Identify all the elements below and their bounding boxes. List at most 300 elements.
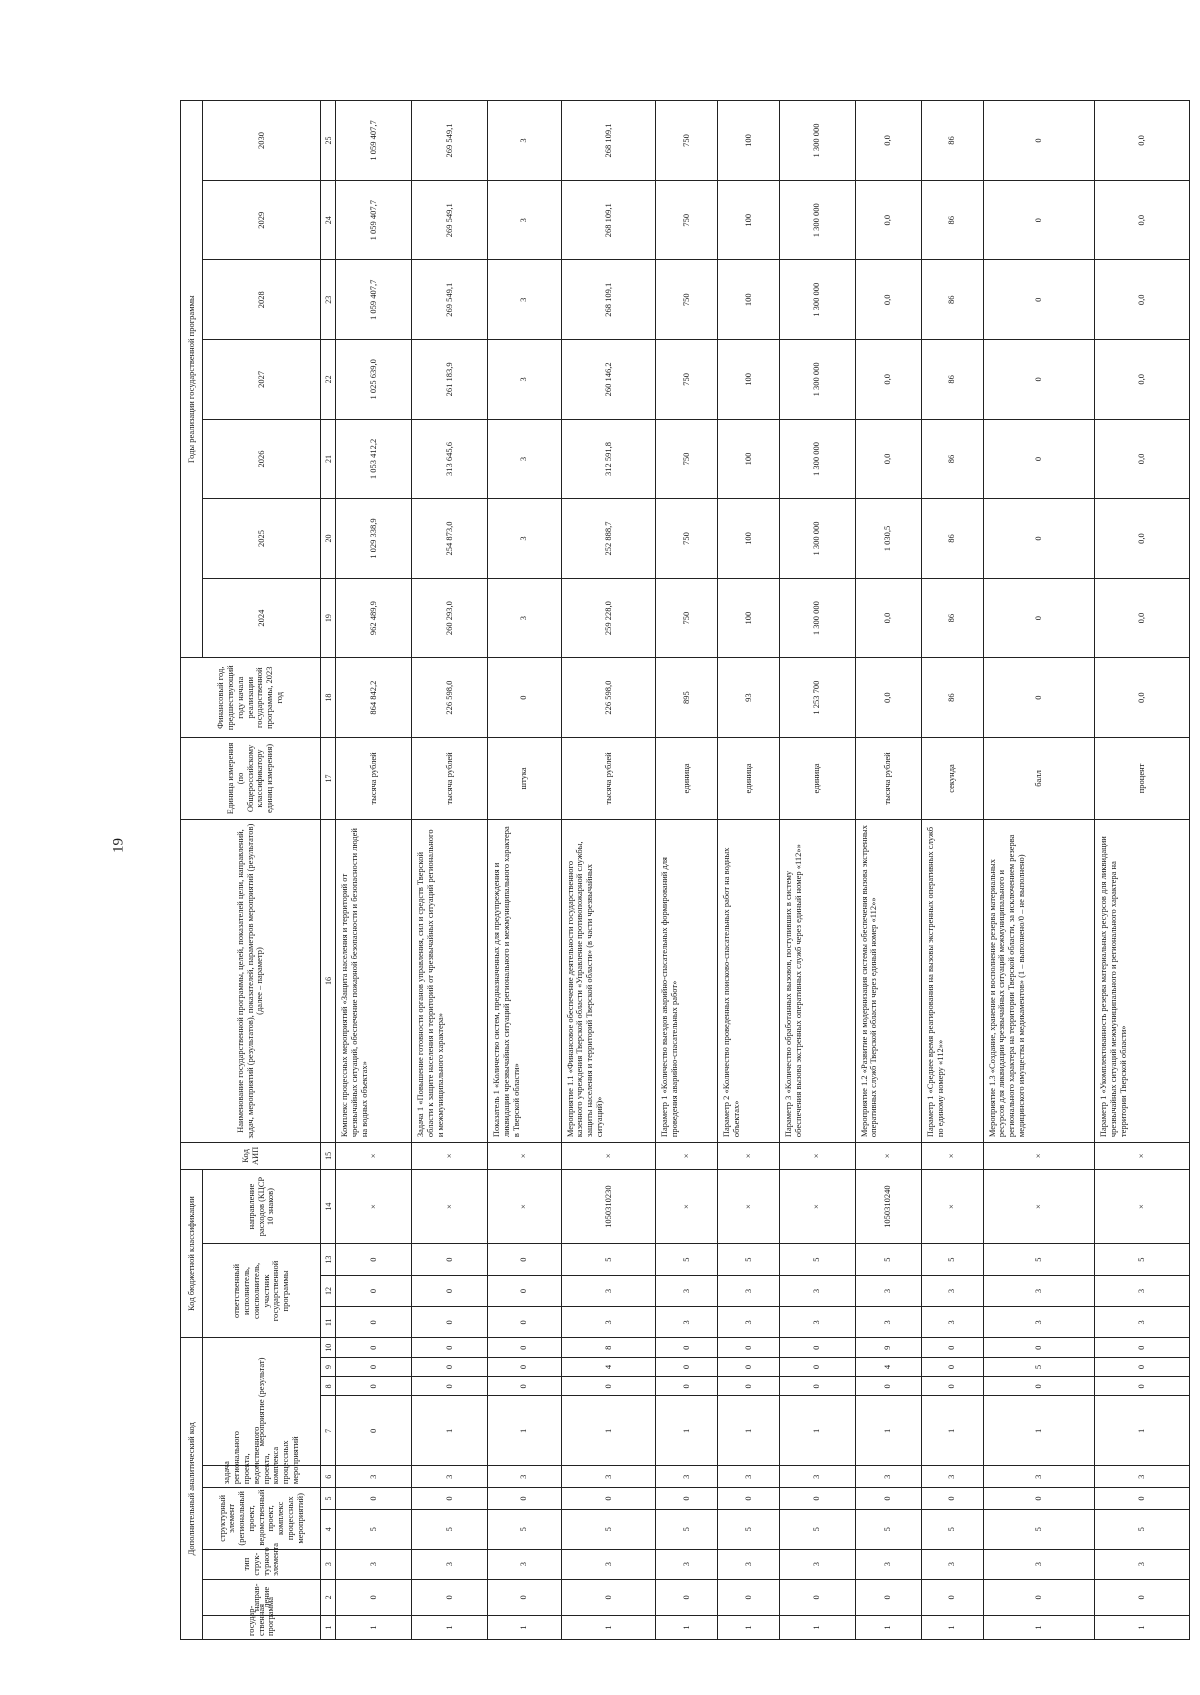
year-value-cell: 86 <box>921 578 983 658</box>
column-index-cell: 9 <box>321 1357 336 1376</box>
code-cell: 0 <box>336 1307 412 1338</box>
header-year-2028: 2028 <box>203 260 321 340</box>
code-cell: 5 <box>718 1244 780 1275</box>
code-cell: 3 <box>855 1549 921 1579</box>
code-cell: 3 <box>1095 1549 1190 1579</box>
unit-cell: единица <box>718 737 780 819</box>
code-cell: 0 <box>488 1275 562 1306</box>
year-value-cell: 0 <box>983 419 1094 499</box>
code-cell: 3 <box>855 1307 921 1338</box>
column-index-cell: 23 <box>321 260 336 340</box>
column-index-cell: 11 <box>321 1307 336 1338</box>
code-cell: 1 <box>983 1615 1094 1639</box>
code-cell: 3 <box>855 1275 921 1306</box>
column-index-cell: 12 <box>321 1275 336 1306</box>
year-value-cell: 268 109,1 <box>561 260 656 340</box>
table-row <box>488 101 562 1640</box>
code-cell: 0 <box>488 1244 562 1275</box>
program-table <box>180 100 1190 1640</box>
code-cell: 1 <box>718 1396 780 1466</box>
year-value-cell: 962 489,9 <box>336 578 412 658</box>
code-cell: 0 <box>921 1377 983 1396</box>
code-cell: 0 <box>336 1488 412 1510</box>
year-value-cell: 0 <box>983 260 1094 340</box>
code-cell: 0 <box>412 1244 488 1275</box>
code-cell: 0 <box>412 1357 488 1376</box>
code-cell: 0 <box>656 1579 718 1615</box>
code-cell: 0 <box>561 1579 656 1615</box>
header-name: Наименование государственной программы, целей, показателей цели, направлений, задач, мероприятий (результатов), показателей, параметров мероприятий (результатов) (далее – параметр) <box>181 819 321 1142</box>
year-value-cell: 86 <box>921 260 983 340</box>
name-cell: Параметр 1 «Количество выездов аварийно-спасательных формирований для проведения аварийно-спасательных работ» <box>656 819 718 1142</box>
year-value-cell: 312 591,8 <box>561 419 656 499</box>
code-cell: 0 <box>779 1377 855 1396</box>
code-cell: 9 <box>855 1338 921 1357</box>
year-value-cell: 750 <box>656 340 718 420</box>
code-cell: 0 <box>983 1377 1094 1396</box>
table-body <box>321 101 1190 1640</box>
unit-cell: единица <box>656 737 718 819</box>
code-cell: 5 <box>983 1357 1094 1376</box>
code-cell: 0 <box>488 1338 562 1357</box>
year-value-cell: 0,0 <box>1095 340 1190 420</box>
code-cell: 3 <box>779 1466 855 1488</box>
year-value-cell: 750 <box>656 578 718 658</box>
year-value-cell: 750 <box>656 419 718 499</box>
year-value-cell: 750 <box>656 180 718 260</box>
code-cell: 3 <box>718 1549 780 1579</box>
column-index-row <box>321 101 336 1640</box>
year-value-cell: 86 <box>921 419 983 499</box>
year-value-cell: 0,0 <box>1095 101 1190 181</box>
base-year-cell: 864 842,2 <box>336 658 412 738</box>
code-cell: 0 <box>779 1579 855 1615</box>
code-cell: 4 <box>561 1357 656 1376</box>
code-cell: 0 <box>488 1488 562 1510</box>
header-aip: Код АИП <box>181 1143 321 1170</box>
code-cell: 0 <box>656 1338 718 1357</box>
aip-cell: × <box>921 1143 983 1170</box>
code-cell: 1 <box>412 1396 488 1466</box>
code-cell: 3 <box>983 1466 1094 1488</box>
kcsr-cell: × <box>1095 1169 1190 1244</box>
code-cell: 5 <box>488 1509 562 1549</box>
code-cell: 3 <box>718 1466 780 1488</box>
base-year-cell: 226 598,0 <box>412 658 488 738</box>
year-value-cell: 86 <box>921 180 983 260</box>
column-index-cell: 13 <box>321 1244 336 1275</box>
kcsr-cell: × <box>718 1169 780 1244</box>
code-cell: 0 <box>656 1377 718 1396</box>
year-value-cell: 1 300 000 <box>779 260 855 340</box>
year-value-cell: 3 <box>488 101 562 181</box>
year-value-cell: 100 <box>718 260 780 340</box>
year-value-cell: 259 228,0 <box>561 578 656 658</box>
code-cell: 3 <box>656 1549 718 1579</box>
code-cell: 0 <box>488 1377 562 1396</box>
header-year-2024: 2024 <box>203 578 321 658</box>
column-index-cell: 4 <box>321 1509 336 1549</box>
unit-cell: тысяча рублей <box>336 737 412 819</box>
year-value-cell: 0 <box>983 180 1094 260</box>
year-value-cell: 0,0 <box>855 419 921 499</box>
year-value-cell: 1 059 407,7 <box>336 180 412 260</box>
code-cell: 0 <box>855 1377 921 1396</box>
year-value-cell: 0 <box>983 340 1094 420</box>
year-value-cell: 3 <box>488 340 562 420</box>
code-cell: 5 <box>1095 1244 1190 1275</box>
table-row <box>412 101 488 1640</box>
code-cell: 0 <box>336 1396 412 1466</box>
code-cell: 3 <box>983 1307 1094 1338</box>
code-cell: 0 <box>336 1579 412 1615</box>
code-cell: 3 <box>921 1307 983 1338</box>
code-cell: 3 <box>855 1466 921 1488</box>
column-index-cell: 22 <box>321 340 336 420</box>
code-cell: 3 <box>718 1307 780 1338</box>
code-cell: 1 <box>1095 1396 1190 1466</box>
year-value-cell: 268 109,1 <box>561 101 656 181</box>
code-cell: 0 <box>1095 1488 1190 1510</box>
code-cell: 0 <box>1095 1338 1190 1357</box>
page-number: 19 <box>110 838 127 853</box>
table-row <box>1095 101 1190 1640</box>
year-value-cell: 3 <box>488 578 562 658</box>
kcsr-cell: × <box>412 1169 488 1244</box>
code-cell: 5 <box>779 1244 855 1275</box>
code-cell: 5 <box>336 1509 412 1549</box>
year-value-cell: 100 <box>718 419 780 499</box>
unit-cell: единица <box>779 737 855 819</box>
code-cell: 3 <box>1095 1307 1190 1338</box>
code-cell: 5 <box>561 1244 656 1275</box>
year-value-cell: 86 <box>921 499 983 579</box>
code-cell: 3 <box>488 1549 562 1579</box>
code-cell: 3 <box>921 1275 983 1306</box>
code-cell: 3 <box>779 1307 855 1338</box>
year-value-cell: 0,0 <box>1095 260 1190 340</box>
header-task: задача регионального проекта, ведомственного проекта, комплекса процессных мероприятий <box>203 1466 321 1488</box>
base-year-cell: 86 <box>921 658 983 738</box>
code-cell: 0 <box>779 1338 855 1357</box>
kcsr-cell: × <box>921 1169 983 1244</box>
code-cell: 3 <box>718 1275 780 1306</box>
name-cell: Параметр 1 «Укомплектованность резерва материальных ресурсов для ликвидации чрезвычайных ситуаций межмуниципального и регионального характера на территории Тверской области» <box>1095 819 1190 1142</box>
year-value-cell: 1 029 338,9 <box>336 499 412 579</box>
name-cell: Показатель 1 «Количество систем, предназначенных для предупреждения и ликвидации чрезвычайных ситуаций регионального и межмуниципального характера в Тверской области» <box>488 819 562 1142</box>
base-year-cell: 0 <box>983 658 1094 738</box>
kcsr-cell: × <box>656 1169 718 1244</box>
year-value-cell: 269 549,1 <box>412 180 488 260</box>
column-index-cell: 1 <box>321 1615 336 1639</box>
code-cell: 0 <box>336 1377 412 1396</box>
code-cell: 1 <box>656 1615 718 1639</box>
year-value-cell: 100 <box>718 578 780 658</box>
year-value-cell: 1 059 407,7 <box>336 260 412 340</box>
code-cell: 0 <box>718 1579 780 1615</box>
year-value-cell: 0 <box>983 578 1094 658</box>
code-cell: 0 <box>336 1338 412 1357</box>
code-cell: 0 <box>561 1377 656 1396</box>
code-cell: 5 <box>412 1509 488 1549</box>
code-cell: 0 <box>983 1488 1094 1510</box>
code-cell: 4 <box>855 1357 921 1376</box>
table-row <box>561 101 656 1640</box>
code-cell: 3 <box>561 1307 656 1338</box>
header-analytic-code: Дополнительный аналитический код <box>181 1338 203 1640</box>
header-program: государ-ственная программа <box>203 1615 321 1639</box>
year-value-cell: 86 <box>921 340 983 420</box>
header-year-2029: 2029 <box>203 180 321 260</box>
code-cell: 0 <box>561 1488 656 1510</box>
code-cell: 0 <box>488 1307 562 1338</box>
year-value-cell: 1 300 000 <box>779 101 855 181</box>
year-value-cell: 100 <box>718 101 780 181</box>
code-cell: 1 <box>336 1615 412 1639</box>
code-cell: 3 <box>412 1549 488 1579</box>
year-value-cell: 1 025 639,0 <box>336 340 412 420</box>
year-value-cell: 86 <box>921 101 983 181</box>
column-index-cell: 8 <box>321 1377 336 1396</box>
year-value-cell: 0,0 <box>1095 419 1190 499</box>
header-years-group: Годы реализации государственной программы <box>181 101 203 658</box>
column-index-cell: 3 <box>321 1549 336 1579</box>
year-value-cell: 750 <box>656 260 718 340</box>
code-cell: 3 <box>336 1549 412 1579</box>
base-year-cell: 226 598,0 <box>561 658 656 738</box>
column-index-cell: 14 <box>321 1169 336 1244</box>
year-value-cell: 3 <box>488 419 562 499</box>
kcsr-cell: 1050310230 <box>561 1169 656 1244</box>
header-direction: направ-ление <box>203 1579 321 1615</box>
header-activity: мероприятие (результат) <box>203 1338 321 1466</box>
code-cell: 5 <box>779 1509 855 1549</box>
code-cell: 3 <box>561 1275 656 1306</box>
aip-cell: × <box>656 1143 718 1170</box>
header-budget-code: Код бюджетной классификации <box>181 1169 203 1338</box>
year-value-cell: 269 549,1 <box>412 101 488 181</box>
base-year-cell: 0 <box>488 658 562 738</box>
column-index-cell: 15 <box>321 1143 336 1170</box>
code-cell: 0 <box>718 1377 780 1396</box>
code-cell: 0 <box>412 1275 488 1306</box>
name-cell: Задача 1 «Повышение готовности органов управления, сил и средств Тверской области к защите населения и территорий от чрезвычайных ситуаций регионального и межмуниципального характера» <box>412 819 488 1142</box>
name-cell: Мероприятие 1.3 «Создание, хранение и восполнение резерва материальных ресурсов для ликвидации чрезвычайных ситуаций межмуниципального и регионального характера на территории Тверской области, за исключением резерва медицинского имущества и медикаментов» (1 – выполнено/0 – не выполнено) <box>983 819 1094 1142</box>
code-cell: 5 <box>656 1509 718 1549</box>
header-unit: Единица измерения (по Общероссийскому классификатору единиц измерения) <box>181 737 321 819</box>
code-cell: 0 <box>921 1357 983 1376</box>
code-cell: 0 <box>412 1338 488 1357</box>
column-index-cell: 25 <box>321 101 336 181</box>
code-cell: 3 <box>921 1549 983 1579</box>
year-value-cell: 100 <box>718 499 780 579</box>
year-value-cell: 100 <box>718 180 780 260</box>
kcsr-cell: × <box>983 1169 1094 1244</box>
base-year-cell: 895 <box>656 658 718 738</box>
code-cell: 1 <box>412 1615 488 1639</box>
column-index-cell: 17 <box>321 737 336 819</box>
code-cell: 5 <box>983 1509 1094 1549</box>
table-row <box>855 101 921 1640</box>
column-index-cell: 16 <box>321 819 336 1142</box>
header-year-2027: 2027 <box>203 340 321 420</box>
unit-cell: тысяча рублей <box>855 737 921 819</box>
rotated-sheet <box>180 100 1190 1640</box>
code-cell: 0 <box>412 1488 488 1510</box>
year-value-cell: 1 300 000 <box>779 340 855 420</box>
code-cell: 3 <box>921 1466 983 1488</box>
code-cell: 3 <box>488 1466 562 1488</box>
year-value-cell: 750 <box>656 101 718 181</box>
name-cell: Мероприятие 1.2 «Развитие и модернизация системы обеспечения вызова экстренных оперативных служб Тверской области через единый номер «112»» <box>855 819 921 1142</box>
year-value-cell: 1 300 000 <box>779 499 855 579</box>
code-cell: 1 <box>561 1615 656 1639</box>
year-value-cell: 1 300 000 <box>779 419 855 499</box>
year-value-cell: 260 146,2 <box>561 340 656 420</box>
code-cell: 3 <box>983 1549 1094 1579</box>
aip-cell: × <box>855 1143 921 1170</box>
code-cell: 1 <box>779 1396 855 1466</box>
code-cell: 0 <box>921 1488 983 1510</box>
header-executor: ответственный исполнитель, соисполнитель, участник государственной программы <box>203 1244 321 1338</box>
aip-cell: × <box>412 1143 488 1170</box>
year-value-cell: 0,0 <box>855 101 921 181</box>
code-cell: 0 <box>718 1488 780 1510</box>
code-cell: 0 <box>488 1357 562 1376</box>
column-index-cell: 19 <box>321 578 336 658</box>
code-cell: 3 <box>779 1275 855 1306</box>
year-value-cell: 261 183,9 <box>412 340 488 420</box>
code-cell: 5 <box>921 1509 983 1549</box>
code-cell: 1 <box>488 1615 562 1639</box>
code-cell: 0 <box>412 1579 488 1615</box>
kcsr-cell: × <box>336 1169 412 1244</box>
code-cell: 1 <box>718 1615 780 1639</box>
code-cell: 1 <box>1095 1615 1190 1639</box>
name-cell: Комплекс процессных мероприятий «Защита населения и территорий от чрезвычайных ситуаций, обеспечение пожарной безопасности и безопасности людей на водных объектах» <box>336 819 412 1142</box>
code-cell: 5 <box>855 1509 921 1549</box>
code-cell: 0 <box>855 1488 921 1510</box>
table-container <box>180 100 1190 1640</box>
year-value-cell: 313 645,6 <box>412 419 488 499</box>
unit-cell: тысяча рублей <box>561 737 656 819</box>
aip-cell: × <box>336 1143 412 1170</box>
code-cell: 0 <box>488 1579 562 1615</box>
year-value-cell: 0,0 <box>855 340 921 420</box>
code-cell: 0 <box>718 1357 780 1376</box>
year-value-cell: 254 873,0 <box>412 499 488 579</box>
code-cell: 0 <box>983 1338 1094 1357</box>
year-value-cell: 268 109,1 <box>561 180 656 260</box>
kcsr-cell: × <box>488 1169 562 1244</box>
column-index-cell: 7 <box>321 1396 336 1466</box>
code-cell: 5 <box>855 1244 921 1275</box>
code-cell: 1 <box>488 1396 562 1466</box>
code-cell: 1 <box>656 1396 718 1466</box>
base-year-cell: 93 <box>718 658 780 738</box>
code-cell: 3 <box>779 1549 855 1579</box>
year-value-cell: 0,0 <box>855 260 921 340</box>
header-row-1 <box>181 101 203 1640</box>
code-cell: 3 <box>412 1466 488 1488</box>
code-cell: 0 <box>412 1377 488 1396</box>
header-year-2025: 2025 <box>203 499 321 579</box>
year-value-cell: 3 <box>488 260 562 340</box>
header-struct-type: тип струк-турного элемента <box>203 1549 321 1579</box>
year-value-cell: 100 <box>718 340 780 420</box>
code-cell: 0 <box>718 1338 780 1357</box>
table-row <box>336 101 412 1640</box>
year-value-cell: 269 549,1 <box>412 260 488 340</box>
year-value-cell: 750 <box>656 499 718 579</box>
year-value-cell: 0,0 <box>855 578 921 658</box>
header-year-2030: 2030 <box>203 101 321 181</box>
base-year-cell: 0,0 <box>855 658 921 738</box>
table-row <box>983 101 1094 1640</box>
code-cell: 0 <box>779 1357 855 1376</box>
name-cell: Мероприятие 1.1 «Финансовое обеспечение деятельности государственного казенного учреждения Тверской области «Управление противопожарной службы, защиты населения и территорий Тверской области» (в части чрезвычайных ситуаций)» <box>561 819 656 1142</box>
aip-cell: × <box>488 1143 562 1170</box>
code-cell: 0 <box>855 1579 921 1615</box>
year-value-cell: 0,0 <box>1095 180 1190 260</box>
code-cell: 5 <box>1095 1509 1190 1549</box>
year-value-cell: 1 030,5 <box>855 499 921 579</box>
column-index-cell: 6 <box>321 1466 336 1488</box>
code-cell: 1 <box>855 1396 921 1466</box>
name-cell: Параметр 2 «Количество проведенных поисково-спасательных работ на водных объектах» <box>718 819 780 1142</box>
year-value-cell: 3 <box>488 180 562 260</box>
code-cell: 5 <box>656 1244 718 1275</box>
code-cell: 5 <box>983 1244 1094 1275</box>
code-cell: 3 <box>656 1307 718 1338</box>
year-value-cell: 0 <box>983 499 1094 579</box>
name-cell: Параметр 1 «Среднее время реагирования на вызовы экстренных оперативных служб по единому номеру «112»» <box>921 819 983 1142</box>
year-value-cell: 252 888,7 <box>561 499 656 579</box>
header-year-2026: 2026 <box>203 419 321 499</box>
column-index-cell: 24 <box>321 180 336 260</box>
base-year-cell: 0,0 <box>1095 658 1190 738</box>
year-value-cell: 260 293,0 <box>412 578 488 658</box>
table-row <box>921 101 983 1640</box>
code-cell: 8 <box>561 1338 656 1357</box>
column-index-cell: 21 <box>321 419 336 499</box>
base-year-cell: 1 253 700 <box>779 658 855 738</box>
unit-cell: процент <box>1095 737 1190 819</box>
code-cell: 0 <box>1095 1377 1190 1396</box>
code-cell: 0 <box>1095 1357 1190 1376</box>
code-cell: 3 <box>336 1466 412 1488</box>
code-cell: 3 <box>656 1466 718 1488</box>
column-index-cell: 10 <box>321 1338 336 1357</box>
code-cell: 5 <box>921 1244 983 1275</box>
code-cell: 0 <box>983 1579 1094 1615</box>
year-value-cell: 0,0 <box>855 180 921 260</box>
code-cell: 0 <box>336 1244 412 1275</box>
code-cell: 0 <box>921 1579 983 1615</box>
kcsr-cell: × <box>779 1169 855 1244</box>
code-cell: 0 <box>656 1357 718 1376</box>
unit-cell: балл <box>983 737 1094 819</box>
column-index-cell: 18 <box>321 658 336 738</box>
table-row <box>779 101 855 1640</box>
code-cell: 0 <box>1095 1579 1190 1615</box>
code-cell: 0 <box>921 1338 983 1357</box>
unit-cell: тысяча рублей <box>412 737 488 819</box>
year-value-cell: 1 053 412,2 <box>336 419 412 499</box>
year-value-cell: 0,0 <box>1095 499 1190 579</box>
code-cell: 0 <box>336 1275 412 1306</box>
header-expense-direction: направление расходов (КЦСР 10 знаков) <box>203 1169 321 1244</box>
